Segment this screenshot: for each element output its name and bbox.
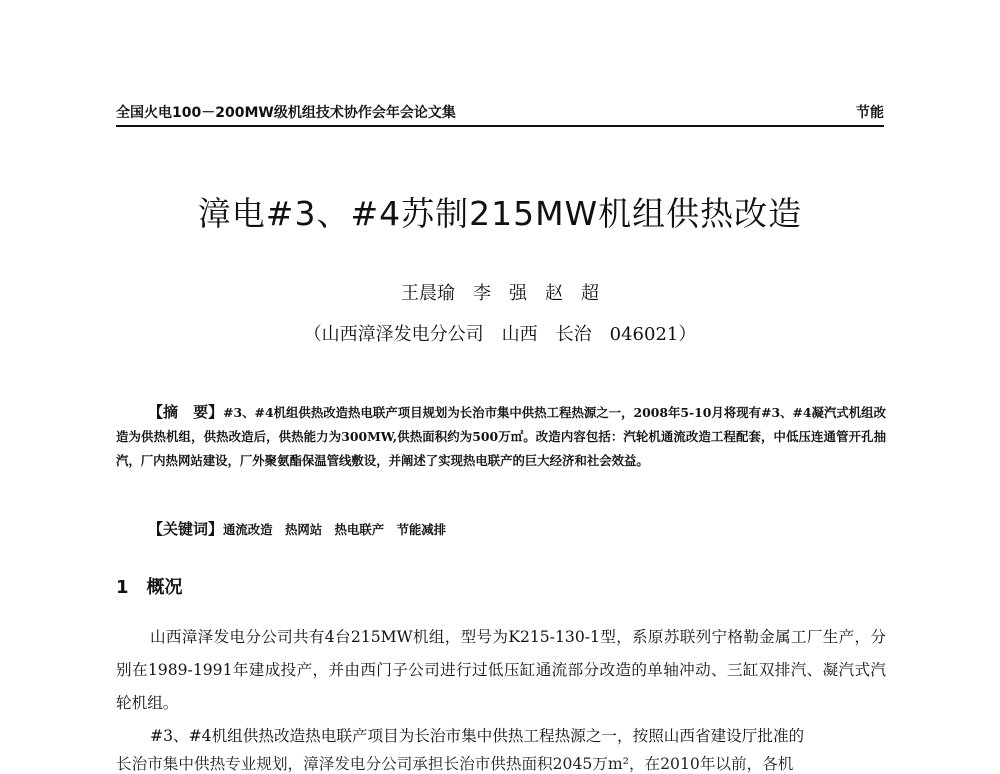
section-heading: 1 概况 [116, 577, 183, 598]
section-body [116, 621, 886, 753]
abstract-label: 【摘 要】 [148, 403, 224, 421]
header-section-label: 节能 [856, 105, 884, 121]
abstract-text: #3、#4机组供热改造热电联产项目规划为长治市集中供热工程热源之一，2008年5-10月将现有#3、#4凝汽式机组改造为供热机组，供热改造后，供热能力为300MW,供热面积约为500万㎡。改造内容包括：汽轮机通流改造工程配套，中低压连通管开孔抽汽，厂内热网站建设，厂外聚氨酯保温管线敷设，并阐述了实现热电联产的巨大经济和社会效益。 [116, 405, 886, 468]
body-line-cut-off: 长治市集中供热专业规划，漳泽发电分公司承担长治市供热面积2045万m²，在2010年以前，各机 [116, 755, 794, 773]
author-list: 王晨瑜 李 强 赵 超 [401, 283, 599, 304]
keywords [148, 518, 446, 539]
body-paragraph: 山西漳泽发电分公司共有4台215MW机组，型号为K215-130-1型，系原苏联列宁格勒金属工厂生产，分别在1989-1991年建成投产，并由西门子公司进行过低压缸通流部分改造的单轴冲动、三缸双排汽、凝汽式汽轮机组。 [116, 628, 886, 712]
abstract [116, 400, 886, 473]
paper-title: 漳电#3、#4苏制215MW机组供热改造 [197, 194, 803, 233]
body-paragraph: #3、#4机组供热改造热电联产项目为长治市集中供热工程热源之一，按照山西省建设厅批准的 [150, 727, 805, 745]
keywords-label: 【关键词】 [148, 520, 224, 538]
author-affiliation: （山西漳泽发电分公司 山西 长治 046021） [303, 324, 697, 345]
keywords-text: 通流改造 热网站 热电联产 节能减排 [223, 522, 447, 537]
running-header [116, 101, 884, 127]
header-proceedings-title: 全国火电100－200MW级机组技术协作会年会论文集 [116, 105, 456, 121]
